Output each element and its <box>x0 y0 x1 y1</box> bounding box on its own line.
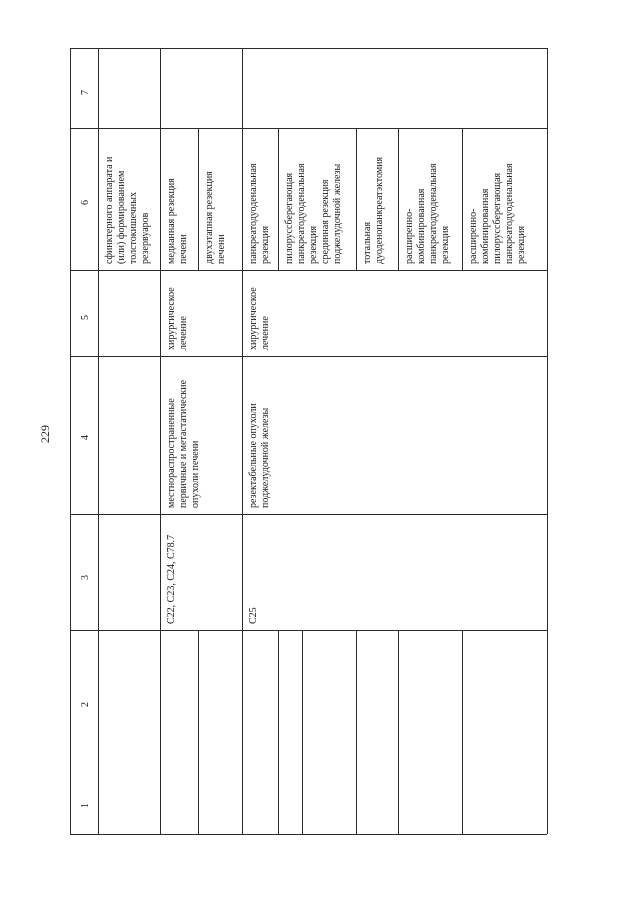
row-separator <box>242 48 243 834</box>
cell-text: резектабельные опухоли поджелудочной железы <box>248 403 271 508</box>
subrow-separator <box>356 128 357 270</box>
table-border-right <box>547 48 548 834</box>
header-col-6: 6 <box>80 200 91 205</box>
header-col-4: 4 <box>80 435 91 440</box>
column-separator <box>70 270 547 271</box>
subrow-separator <box>462 128 463 270</box>
table-border-top <box>70 48 547 49</box>
header-separator <box>98 48 99 834</box>
column-separator <box>70 630 547 631</box>
cell-text: пилоруссберегающая панкреатодуоденальная резекция срединная резекция поджелудочной железы <box>284 163 343 264</box>
header-col-2: 2 <box>80 702 91 707</box>
subrow-separator <box>398 630 399 834</box>
cell-text: C22, C23, C24, C78.7 <box>166 534 177 624</box>
subrow-separator <box>302 630 303 834</box>
column-separator <box>70 128 547 129</box>
subrow-separator <box>278 128 279 270</box>
row-separator <box>160 48 161 834</box>
subrow-separator <box>398 128 399 270</box>
page-number: 229 <box>38 425 52 443</box>
header-col-3: 3 <box>80 575 91 580</box>
subrow-separator <box>198 630 199 834</box>
subrow-separator <box>356 630 357 834</box>
cell-text: C25 <box>248 607 259 624</box>
table-border-left <box>70 48 71 834</box>
cell-text: расширенно- комбинированная пилоруссберегающая панкреатодуоденальная резекция <box>468 163 527 264</box>
cell-text: хирургическое лечение <box>166 287 189 350</box>
cell-text: расширенно- комбинированная панкреатодуоденальная резекция <box>404 163 451 264</box>
header-col-5: 5 <box>80 315 91 320</box>
cell-text: панкреатодуоденальная резекция <box>248 163 271 264</box>
column-separator <box>70 514 547 515</box>
subrow-separator <box>198 128 199 270</box>
header-col-7: 7 <box>80 90 91 95</box>
cell-text: местнораспространенные первичные и метастатические опухоли печени <box>166 379 201 508</box>
cell-text: сфинктерного аппарата и (или) формированием толстокишечных резервуаров <box>104 156 151 264</box>
header-col-1: 1 <box>80 803 91 808</box>
column-separator <box>70 356 547 357</box>
table-border-bottom <box>70 834 547 835</box>
cell-text: двухэтапная резекция печени <box>204 171 227 264</box>
subrow-separator <box>462 630 463 834</box>
cell-text: хирургическое лечение <box>248 287 271 350</box>
cell-text: медианная резекция печени <box>166 178 189 264</box>
subrow-separator <box>278 630 279 834</box>
cell-text: тотальная дуоденопанкреатэктомия <box>362 156 385 264</box>
